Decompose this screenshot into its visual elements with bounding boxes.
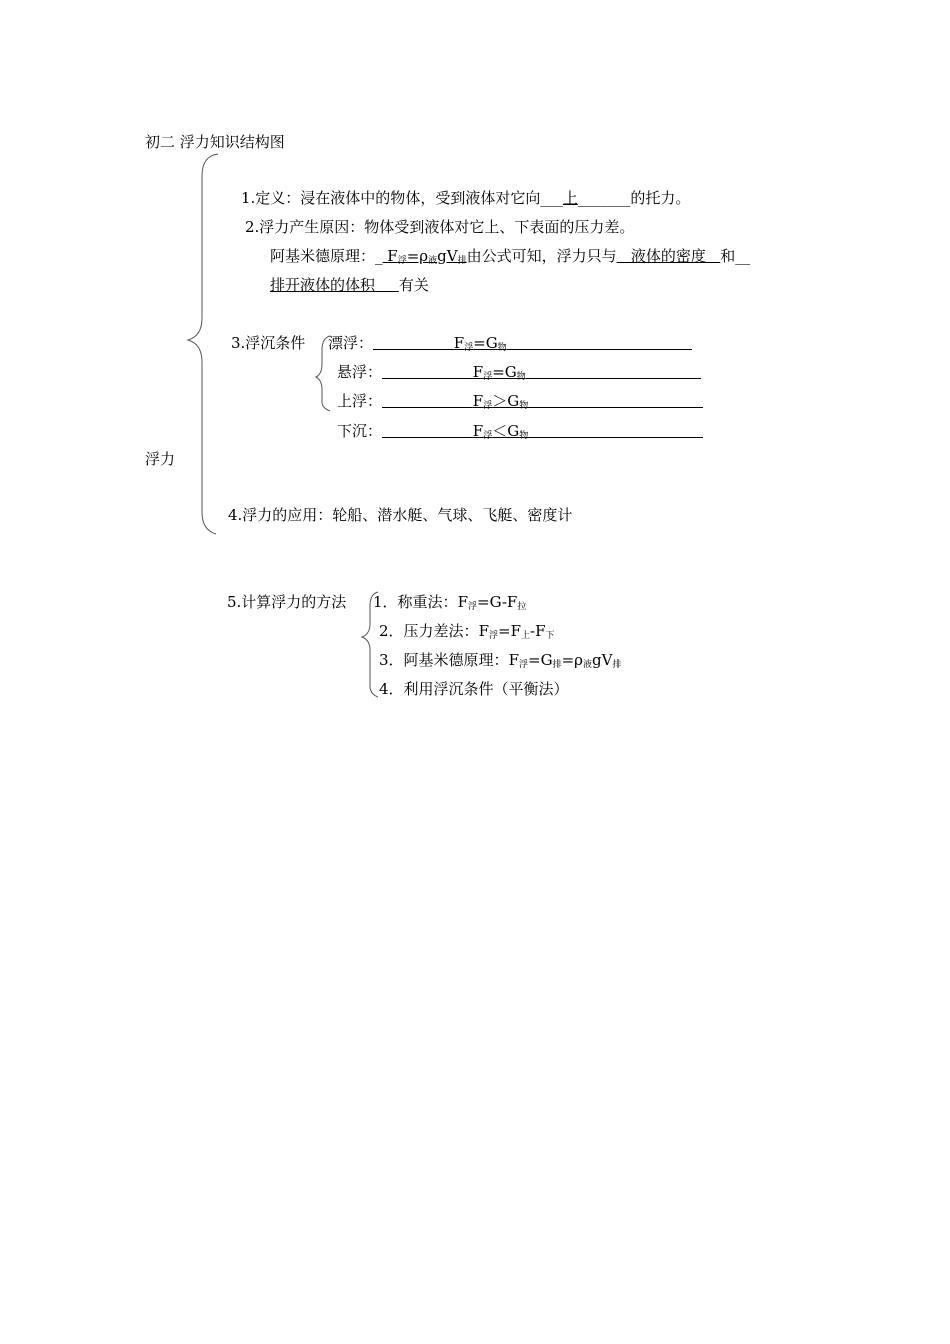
sink-float-label: 3.浮沉条件 — [231, 334, 306, 352]
method-item: 2．压力差法：$F_浮=F_上-F_下$ — [379, 622, 555, 641]
archimedes-and: 和 — [720, 247, 736, 265]
archimedes-label: 阿基米德原理： — [270, 247, 376, 265]
definition-line — [241, 188, 690, 208]
archimedes-trail: __ — [735, 247, 751, 265]
condition-formula: $F_浮<G_物$ — [472, 422, 529, 441]
definition-answer: 上 — [562, 189, 578, 207]
archimedes-line-2 — [270, 275, 429, 295]
condition-formula: $F_浮=G_物$ — [472, 363, 526, 382]
factor-volume: 排开液体的体积 — [270, 276, 376, 294]
condition-row: 悬浮： $F_浮=G_物$ — [337, 362, 701, 387]
archimedes-suffix: 有关 — [398, 276, 429, 294]
definition-prefix: 1.定义：浸在液体中的物体，受到液体对它向 — [241, 189, 541, 207]
page-title: 初二 浮力知识结构图 — [145, 133, 285, 151]
root-label: 浮力 — [145, 450, 176, 468]
archimedes-lead: _ — [375, 247, 383, 265]
archimedes-formula: $F_浮=\rho_液gV_排$ — [387, 247, 467, 266]
archimedes-line — [270, 246, 750, 271]
applications-line: 4.浮力的应用：轮船、潜水艇、气球、飞艇、密度计 — [228, 506, 573, 524]
calc-methods-label: 5.计算浮力的方法 — [227, 593, 347, 611]
definition-blank-pre: ___ — [540, 189, 563, 207]
factor-density: 液体的密度 — [616, 247, 721, 265]
condition-row: 上浮： $F_浮>G_物$ — [337, 391, 703, 416]
method-item: 1．称重法：$F_浮=G-F_拉$ — [373, 593, 527, 612]
method-item: 3．阿基米德原理：$F_浮=G_排=\rho_液gV_排$ — [379, 651, 622, 670]
condition-formula: $F_浮=G_物$ — [453, 334, 507, 353]
condition-row: 下沉： $F_浮<G_物$ — [337, 421, 703, 446]
definition-suffix: 的托力。 — [630, 189, 691, 207]
method-item: 4．利用浮沉条件（平衡法） — [379, 680, 569, 698]
archimedes-middle: 由公式可知，浮力只与 — [466, 247, 617, 265]
cause-line: 2.浮力产生原因：物体受到液体对它上、下表面的压力差。 — [245, 218, 635, 236]
definition-blank-post: _______ — [577, 189, 631, 207]
condition-row: 漂浮： $F_浮=G_物$ — [328, 333, 692, 358]
condition-formula: $F_浮>G_物$ — [472, 392, 529, 411]
main-brace — [188, 154, 218, 534]
